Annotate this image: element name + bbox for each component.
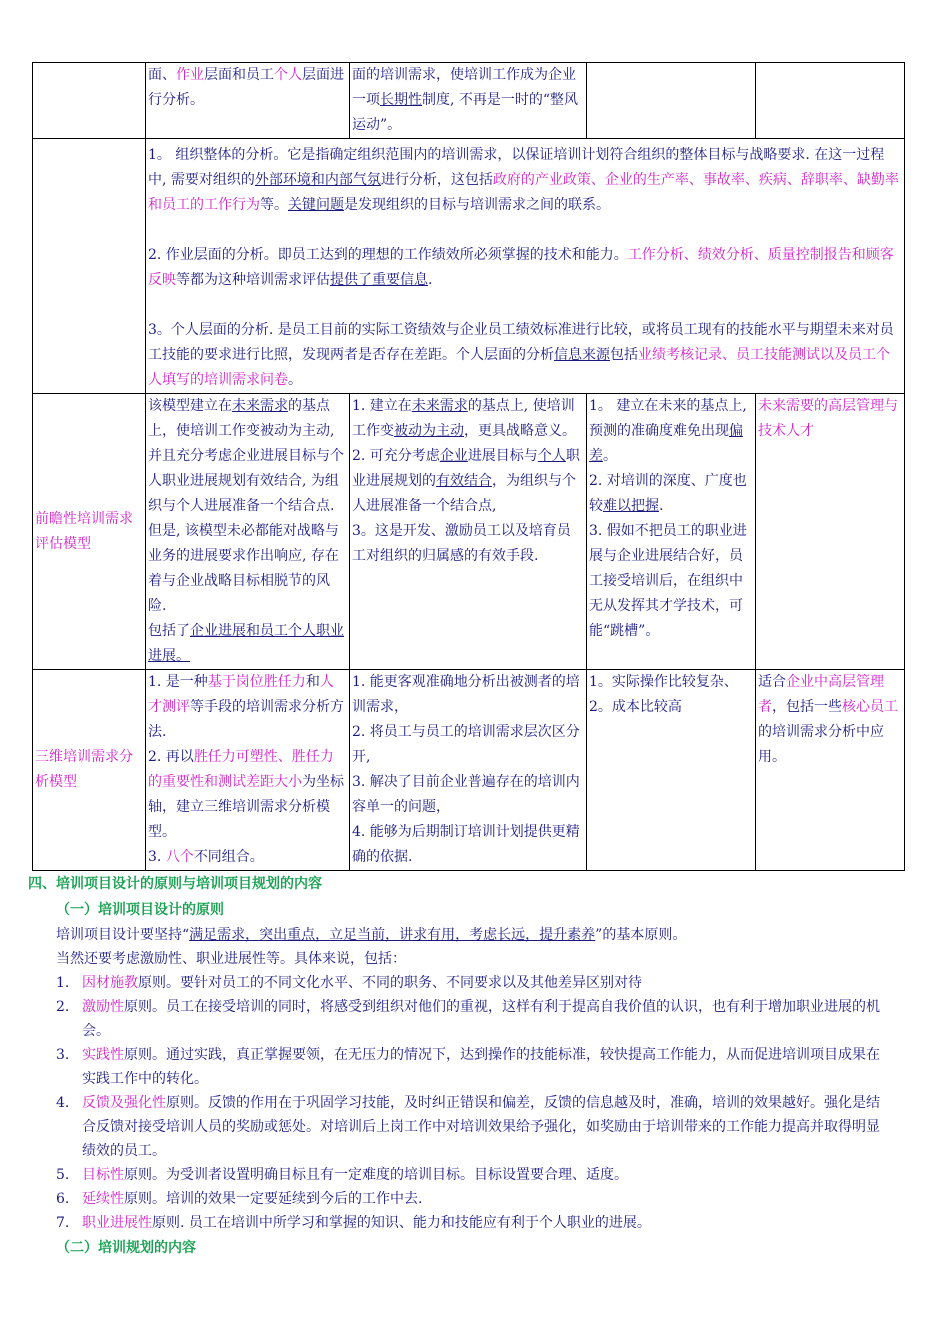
intro-paragraph: 培训项目设计要坚持“满足需求，突出重点，立足当前，讲求有用，考虑长远，提升素养”的基本原则。 <box>56 927 687 943</box>
advantages-cell: 1. 建立在未来需求的基点上, 使培训工作变被动为主动，更具战略意义。 2. 可充分考虑企业进展目标与个人职业进展规划的有效结合，为组织与个人进展准备一个结合点, 3。这是开发、激励员工以及培育员工对组织的归属感的有效手段. <box>350 394 587 670</box>
document-page <box>28 62 904 1261</box>
detail-paragraph-1: 1。 组织整体的分析。它是指确定组织范围内的培训需求，以保证培训计划符合组织的整体目标与战略要求. 在这一过程中, 需要对组织的外部环境和内部气氛进行分析，这包括政府的产业政策、企业的生产率、事故率、疾病、辞职率、缺勤率和员工的工作行为等。关键问题是发现组织的目标与培训需求之间的联系。 <box>148 147 899 213</box>
training-model-table <box>32 62 905 871</box>
disadvantages-cell: 1。实际操作比较复杂、 2。成本比较高 <box>587 670 756 871</box>
list-item: 5. 目标性原则。为受训者设置明确目标且有一定难度的培训目标。目标设置要合理、适度。 <box>56 1167 628 1183</box>
detail-paragraph-3: 3。个人层面的分析. 是员工目前的实际工资绩效与企业员工绩效标准进行比较，或将员工现有的技能水平与期望未来对员工技能的要求进行比照，发现两者是否存在差距。个人层面的分析信息来源包括业绩考核记录、员工技能测试以及员工个人填写的培训需求问卷。 <box>148 322 894 388</box>
model-name-cell: 三维培训需求分析模型 <box>33 670 146 871</box>
detail-cell <box>146 139 905 394</box>
description-cell: 该模型建立在未来需求的基点上，使培训工作变被动为主动, 并且充分考虑企业进展目标与个人职业进展规划有效结合, 为组织与个人进展准备一个结合点. 但是, 该模型未必都能对战略与业务的进展要求作出响应, 存在着与企业战略目标相脱节的风险. 包括了企业进展和员工个人职业进展。 <box>146 394 350 670</box>
principle-list <box>0 971 890 1235</box>
description-cell: 1. 是一种基于岗位胜任力和人才测评等手段的培训需求分析方法. 2. 再以胜任力可塑性、胜任力的重要性和测试差距大小为坐标轴，建立三维培训需求分析模型。 3. 八个不同组合。 <box>146 670 350 871</box>
list-item: 1. 因材施教原则。要针对员工的不同文化水平、不同的职务、不同要求以及其他差异区别对待 <box>56 975 642 991</box>
disadvantages-cell <box>587 63 756 139</box>
table-row <box>33 670 905 871</box>
subsection-heading-principles: （一）培训项目设计的原则 <box>56 902 224 918</box>
list-item: 7. 职业进展性原则. 员工在培训中所学习和掌握的知识、能力和技能应有利于个人职业的进展。 <box>56 1215 651 1231</box>
applicability-cell: 未来需要的高层管理与技术人才 <box>756 394 905 670</box>
intro-paragraph-2: 当然还要考虑激励性、职业进展性等。具体来说，包括： <box>56 951 406 967</box>
list-item: 3. 实践性原则。通过实践，真正掌握要领，在无压力的情况下，达到操作的技能标准，较快提高工作能力，从而促进培训项目成果在实践工作中的转化。 <box>56 1047 880 1087</box>
applicability-cell: 适合企业中高层管理者，包括一些核心员工的培训需求分析中应用。 <box>756 670 905 871</box>
detail-paragraph-2: 2. 作业层面的分析。即员工达到的理想的工作绩效所必须掌握的技术和能力。工作分析、绩效分析、质量控制报告和顾客反映等都为这种培训需求评估提供了重要信息. <box>148 247 894 288</box>
list-item: 6. 延续性原则。培训的效果一定要延续到今后的工作中去. <box>56 1191 423 1207</box>
applicability-cell <box>756 63 905 139</box>
subsection-heading-planning: （二）培训规划的内容 <box>56 1240 196 1256</box>
section-heading: 四、培训项目设计的原则与培训项目规划的内容 <box>28 876 322 892</box>
advantages-cell: 面的培训需求，使培训工作成为企业一项长期性制度, 不再是一时的“整风运动”。 <box>350 63 587 139</box>
list-item: 2. 激励性原则。员工在接受培训的同时，将感受到组织对他们的重视，这样有利于提高自我价值的认识，也有利于增加职业进展的机会。 <box>56 999 880 1039</box>
disadvantages-cell: 1。 建立在未来的基点上, 预测的准确度难免出现偏差。 2. 对培训的深度、广度也较难以把握. 3. 假如不把员工的职业进展与企业进展结合好，员工接受培训后，在组织中无从发挥其才学技术，可能“跳槽”。 <box>587 394 756 670</box>
description-cell: 面、作业层面和员工个人层面进行分析。 <box>146 63 350 139</box>
table-row <box>33 394 905 670</box>
advantages-cell: 1. 能更客观准确地分析出被测者的培训需求， 2. 将员工与员工的培训需求层次区分开, 3. 解决了目前企业普遍存在的培训内容单一的问题， 4. 能够为后期制订培训计划提供更精确的依据. <box>350 670 587 871</box>
table-row <box>33 63 905 139</box>
model-name-cell <box>33 63 146 139</box>
list-item: 4. 反馈及强化性原则。反馈的作用在于巩固学习技能，及时纠正错误和偏差，反馈的信息越及时，准确，培训的效果越好。强化是结合反馈对接受培训人员的奖励或惩处。对培训后上岗工作中对培训效果给予强化，如奖励由于培训带来的工作能力提高并取得明显绩效的员工。 <box>56 1095 880 1159</box>
model-name-cell <box>33 139 146 394</box>
table-row <box>33 139 905 394</box>
model-name-cell: 前瞻性培训需求评估模型 <box>33 394 146 670</box>
